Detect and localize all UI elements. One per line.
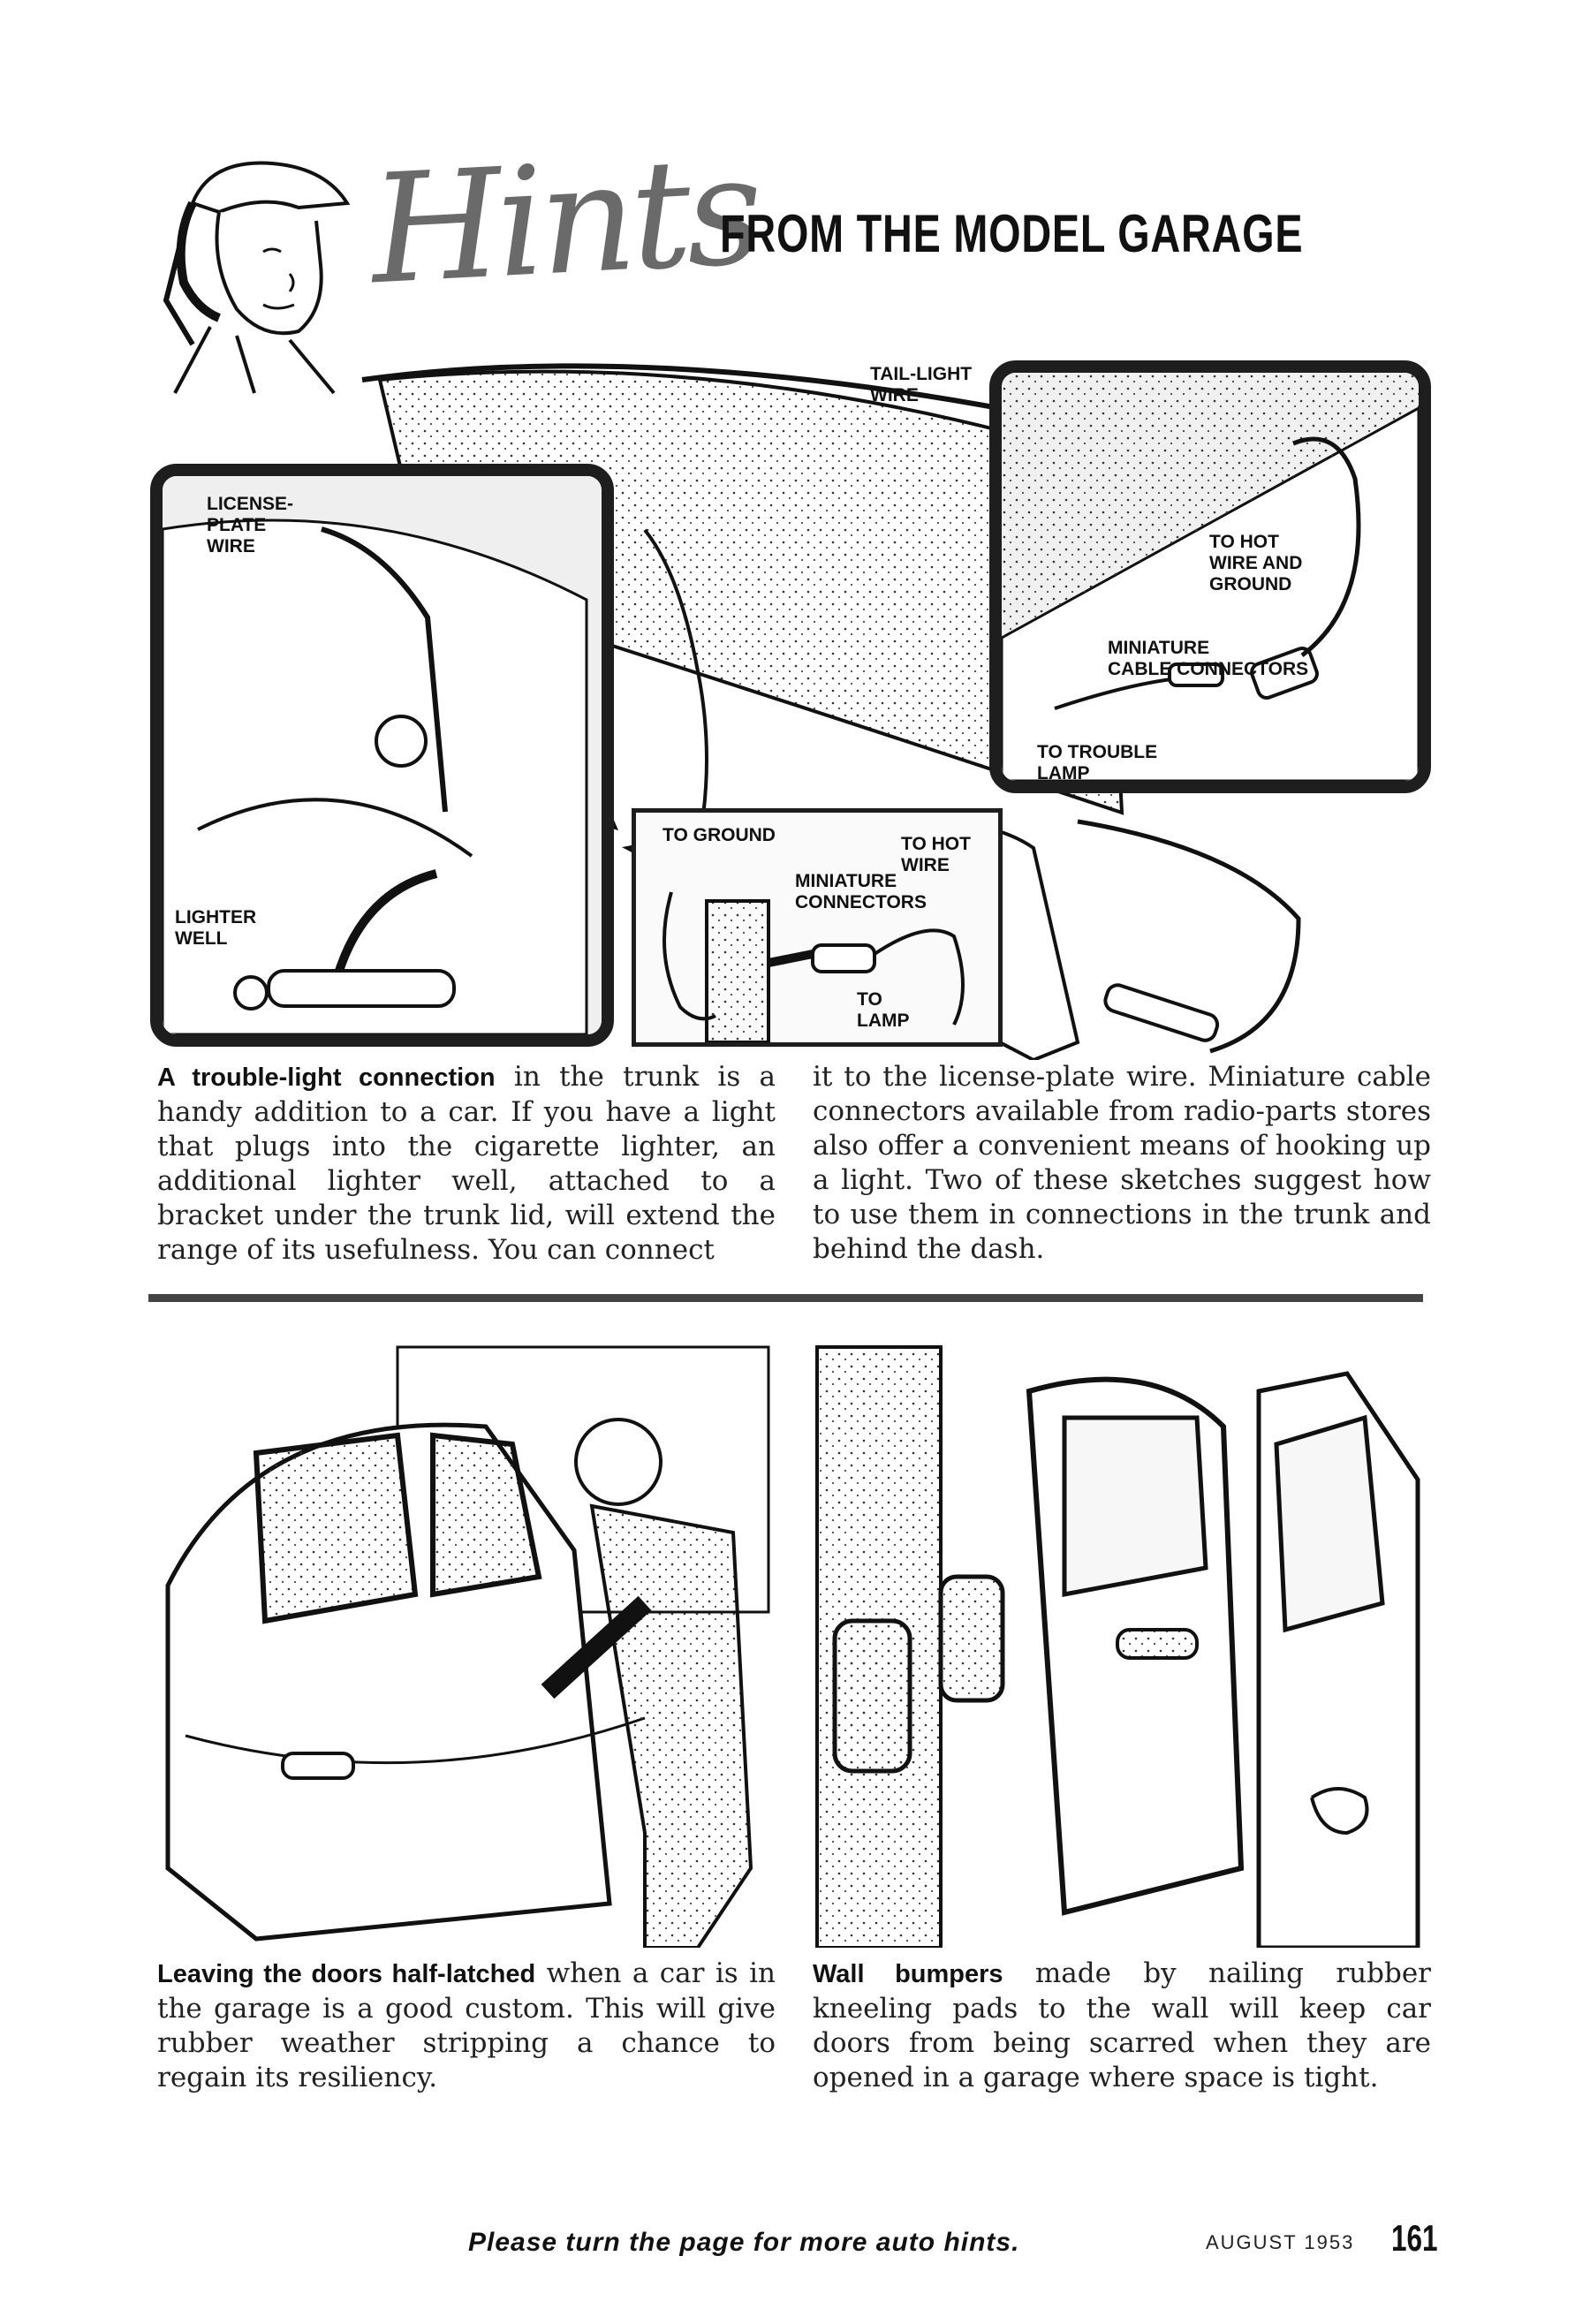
- trouble-light-text-left: in the trunk is a handy addition to a car. If you have a light that plugs into the cigarette lighter, an additional lighter well, attached to a bracket under the trunk lid, will extend the range of its usefulness. You can connect: [157, 1061, 776, 1266]
- callout-lighter-well: LIGHTER WELL: [175, 907, 257, 949]
- callout-to-hot-wire-and-ground: TO HOT WIRE AND GROUND: [1209, 532, 1303, 594]
- header-subtitle: FROM THE MODEL GARAGE: [720, 204, 1304, 263]
- wall-bumpers-lead: Wall bumpers: [813, 1960, 1003, 1988]
- trouble-light-paragraph-left: [157, 1060, 776, 1268]
- dash-connector-detail-panel: [632, 808, 1003, 1047]
- page-number: 161: [1391, 2217, 1438, 2259]
- callout-to-hot-wire: TO HOT WIRE: [901, 834, 971, 875]
- callout-miniature-connectors: MINIATURE CONNECTORS: [795, 871, 927, 912]
- connector-detail-panel: [989, 360, 1431, 793]
- callout-tail-light-wire: TAIL-LIGHT WIRE: [870, 364, 973, 405]
- continuation-note: Please turn the page for more auto hints.: [468, 2228, 1020, 2257]
- callout-to-trouble-lamp: TO TROUBLE LAMP: [1037, 742, 1158, 783]
- wall-bumpers-illustration: [799, 1338, 1431, 1948]
- trouble-light-lead: A trouble-light connection: [157, 1064, 496, 1092]
- trouble-light-paragraph-right: it to the license-plate wire. Miniature cable connectors available from radio-parts stores also offer a convenient means of hooking up a light. Two of these sketches suggest how to use them in connections in the trunk and behind the dash.: [813, 1061, 1431, 1265]
- section-divider: [148, 1294, 1423, 1302]
- hints-title-word: Hints: [367, 123, 762, 319]
- lighter-well-drawing: [163, 476, 602, 1034]
- wall-bumpers-paragraph: [813, 1957, 1431, 2095]
- half-latched-door-illustration: [150, 1338, 786, 1948]
- wall-bumpers-text: made by nailing rubber kneeling pads to the wall will keep car doors from being scarred when they are opened in a garage where space is tight.: [813, 1957, 1431, 2093]
- half-latched-lead: Leaving the doors half-latched: [157, 1960, 536, 1988]
- issue-date: AUGUST 1953: [1206, 2231, 1355, 2253]
- half-latched-paragraph: [157, 1957, 776, 2095]
- callout-to-ground: TO GROUND: [662, 825, 776, 845]
- callout-license-plate-wire: LICENSE- PLATE WIRE: [207, 494, 294, 556]
- lighter-well-detail-panel: [150, 464, 614, 1047]
- callout-miniature-cable-connectors: MINIATURE CABLE CONNECTORS: [1108, 638, 1309, 679]
- callout-to-lamp: TO LAMP: [857, 989, 910, 1031]
- half-latched-text: when a car is in the garage is a good custom. This will give rubber weather stripping a chance to regain its resiliency.: [157, 1957, 776, 2093]
